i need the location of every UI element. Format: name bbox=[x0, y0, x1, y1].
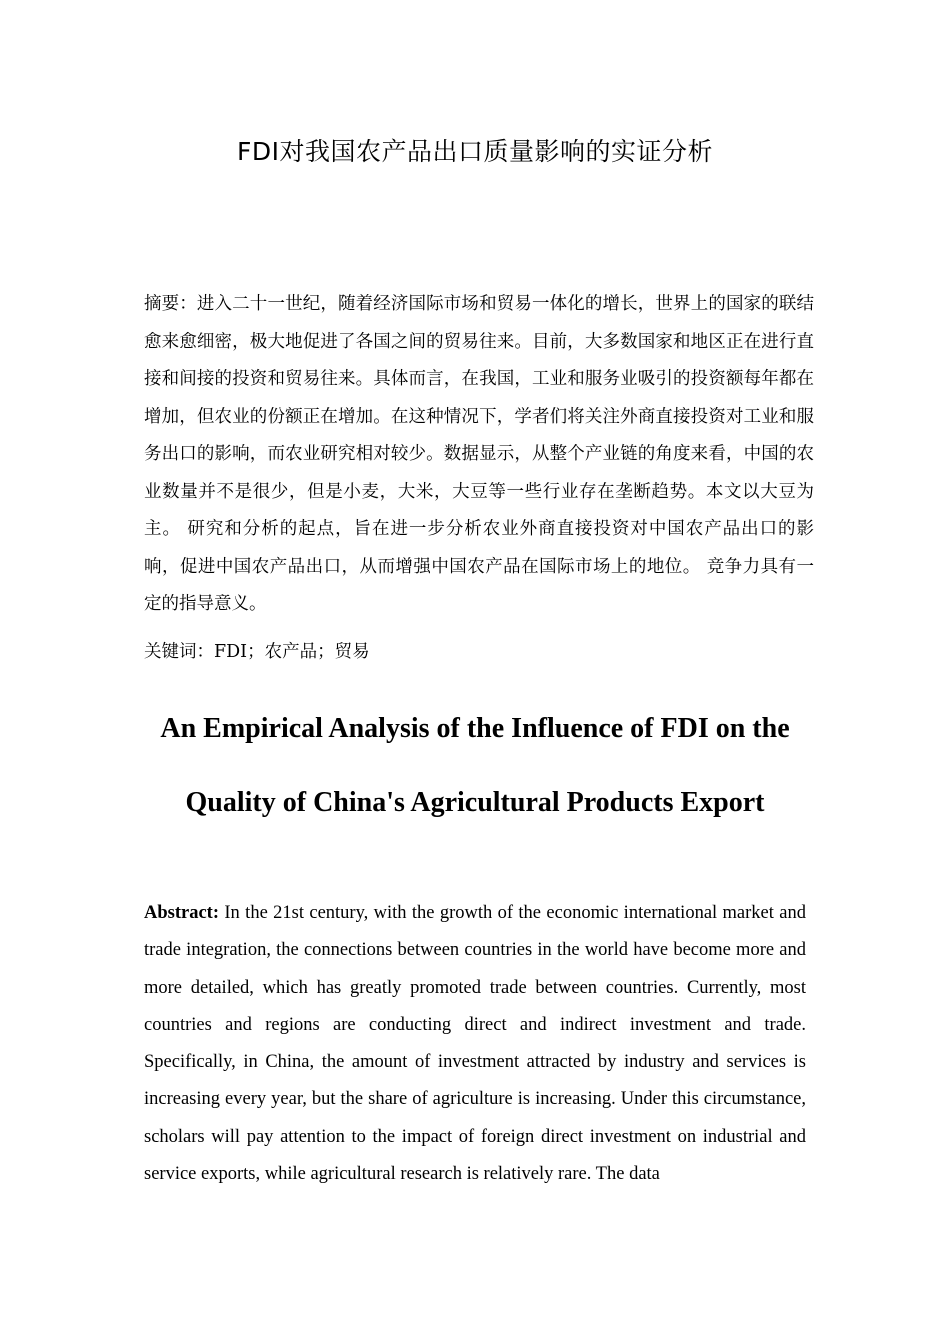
chinese-keywords bbox=[144, 634, 814, 672]
english-title bbox=[110, 692, 840, 840]
english-abstract-text: In the 21st century, with the growth of the economic international market and trade integration, the connections between countries in the world have become more and more detailed, which has greatly promoted trade between countries. Currently, most countries and regions are conducting direct and indirect investment and trade. Specifically, in China, the amount of investment attracted by industry and services is increasing every year, but the share of agriculture is increasing. Under this circumstance, scholars will pay attention to the impact of foreign direct investment on industrial and service exports, while agricultural research is relatively rare. The data bbox=[144, 903, 806, 1185]
chinese-keywords-label: 关键词： bbox=[144, 642, 214, 662]
chinese-keywords-text: FDI；农产品；贸易 bbox=[214, 642, 370, 662]
english-abstract-label: Abstract: bbox=[144, 903, 220, 923]
english-title-line-2: Quality of China's Agricultural Products Export bbox=[185, 787, 765, 818]
english-title-line-1: An Empirical Analysis of the Influence of FDI on the bbox=[160, 713, 790, 744]
english-abstract bbox=[144, 895, 806, 1193]
chinese-title: FDI对我国农产品出口质量影响的实证分析 bbox=[236, 137, 713, 166]
chinese-abstract-text: 进入二十一世纪，随着经济国际市场和贸易一体化的增长，世界上的国家的联结愈来愈细密，极大地促进了各国之间的贸易往来。目前，大多数国家和地区正在进行直接和间接的投资和贸易往来。具体而言，在我国，工业和服务业吸引的投资额每年都在增加，但农业的份额正在增加。在这种情况下，学者们将关注外商直接投资对工业和服务出口的影响，而农业研究相对较少。数据显示，从整个产业链的角度来看，中国的农业数量并不是很少，但是小麦，大米，大豆等一些行业存在垄断趋势。本文以大豆为主。 研究和分析的起点，旨在进一步分析农业外商直接投资对中国农产品出口的影响，促进中国农产品出口，从而增强中国农产品在国际市场上的地位。 竞争力具有一定的指导意义。 bbox=[144, 294, 814, 614]
chinese-abstract bbox=[144, 286, 814, 624]
chinese-abstract-label: 摘要： bbox=[144, 294, 197, 314]
